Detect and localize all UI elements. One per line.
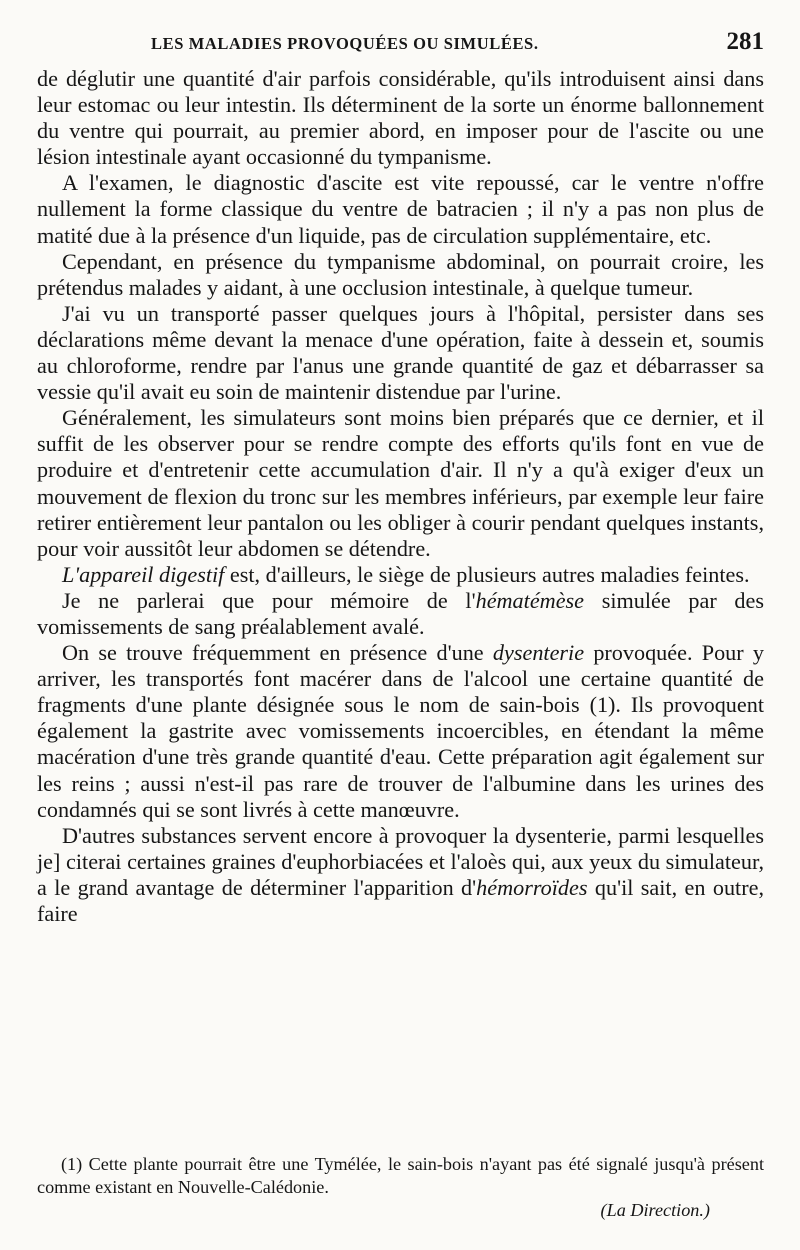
body-text <box>37 66 764 927</box>
paragraph <box>37 640 764 823</box>
text-run: Généralement, les simulateurs sont moins bien préparés que ce dernier, et il suffit de les observer pour se rendre compte des efforts qu'ils font en vue de produire et d'entretenir cette accumulation d'air. Il n'y a qu'à exiger d'eux un mouvement de flexion du tronc sur les membres inférieurs, par exemple leur faire retirer entièrement leur pantalon ou les obliger à courir pendant quelques instants, pour voir aussitôt leur abdomen se détendre. <box>37 405 764 561</box>
footnote-1: (1) Cette plante pourrait être une Tymélée, le sain-bois n'ayant pas été signalé jusqu'à présent comme existant en Nouvelle-Calédonie. <box>37 1154 764 1197</box>
text-run: qu'il sait, en outre, faire <box>37 874 764 926</box>
italic-text: hémorroïdes <box>476 874 588 900</box>
footnote-attribution: (La Direction.) <box>600 1200 710 1220</box>
italic-text: dysenterie <box>492 640 585 666</box>
text-run: Je ne parlerai que pour mémoire de l' <box>62 587 476 613</box>
text-run: On se trouve fréquemment en présence d'une <box>62 640 493 666</box>
italic-text: hématémèse <box>475 587 585 613</box>
running-title: LES MALADIES PROVOQUÉES OU SIMULÉES. <box>151 34 539 53</box>
page-number: 281 <box>726 28 764 55</box>
text-run: est, d'ailleurs, le siège de plusieurs autres maladies feintes. <box>224 561 750 587</box>
paragraph <box>37 66 764 170</box>
text-run: D'autres substances servent encore à provoquer la dysenterie, parmi lesquelles je] citerai certaines graines d'euphorbiacées et l'aloès qui, aux yeux du simulateur, a le grand avantage de déterminer l'apparition d' <box>37 822 764 900</box>
italic-text: L' <box>62 561 80 587</box>
paragraph <box>37 405 764 562</box>
paragraph <box>37 562 764 588</box>
paragraph <box>37 249 764 301</box>
text-run: provoquée. Pour y arriver, les transportés font macérer dans de l'alcool une certaine quantité de fragments d'une plante désignée sous le nom de sain-bois (1). Ils provoquent également la gastrite avec vomissements incoercibles, en étendant la même macération d'une très grande quantité d'eau. Cette préparation agit également sur les reins ; aussi n'est-il pas rare de trouver de l'albumine dans les urines des condamnés qui se sont livrés à cette manœuvre. <box>37 640 764 822</box>
text-run: simulée par des vomissements de sang préalablement avalé. <box>37 587 764 639</box>
paragraph <box>37 301 764 405</box>
paragraph <box>37 170 764 248</box>
text-run: de déglutir une quantité d'air parfois considérable, qu'ils introduisent ainsi dans leur estomac ou leur intestin. Ils déterminent de la sorte un énorme ballonnement du ventre qui pourrait, au premier abord, en imposer pour de l'ascite ou une lésion intestinale ayant occasionné du tympanisme. <box>37 66 764 170</box>
text-run: A l'examen, le diagnostic d'ascite est vite repoussé, car le ventre n'offre nullement la forme classique du ventre de batracien ; il n'y a pas non plus de matité due à la présence d'un liquide, pas de circulation supplémentaire, etc. <box>37 170 764 248</box>
paragraph <box>37 823 764 927</box>
italic-text: appareil digestif <box>79 561 225 587</box>
paragraph <box>37 588 764 640</box>
page-header <box>37 24 764 66</box>
text-run: Cependant, en présence du tympanisme abdominal, on pourrait croire, les prétendus malades y aidant, à une occlusion intestinale, à quelque tumeur. <box>37 248 764 300</box>
text-run: J'ai vu un transporté passer quelques jours à l'hôpital, persister dans ses déclarations même devant la menace d'une opération, faite à dessein et, soumis au chloroforme, rendre par l'anus une grande quantité de gaz et débarrasser sa vessie qu'il avait eu soin de maintenir distendue par l'urine. <box>37 300 764 405</box>
footnote-area <box>37 1153 764 1222</box>
